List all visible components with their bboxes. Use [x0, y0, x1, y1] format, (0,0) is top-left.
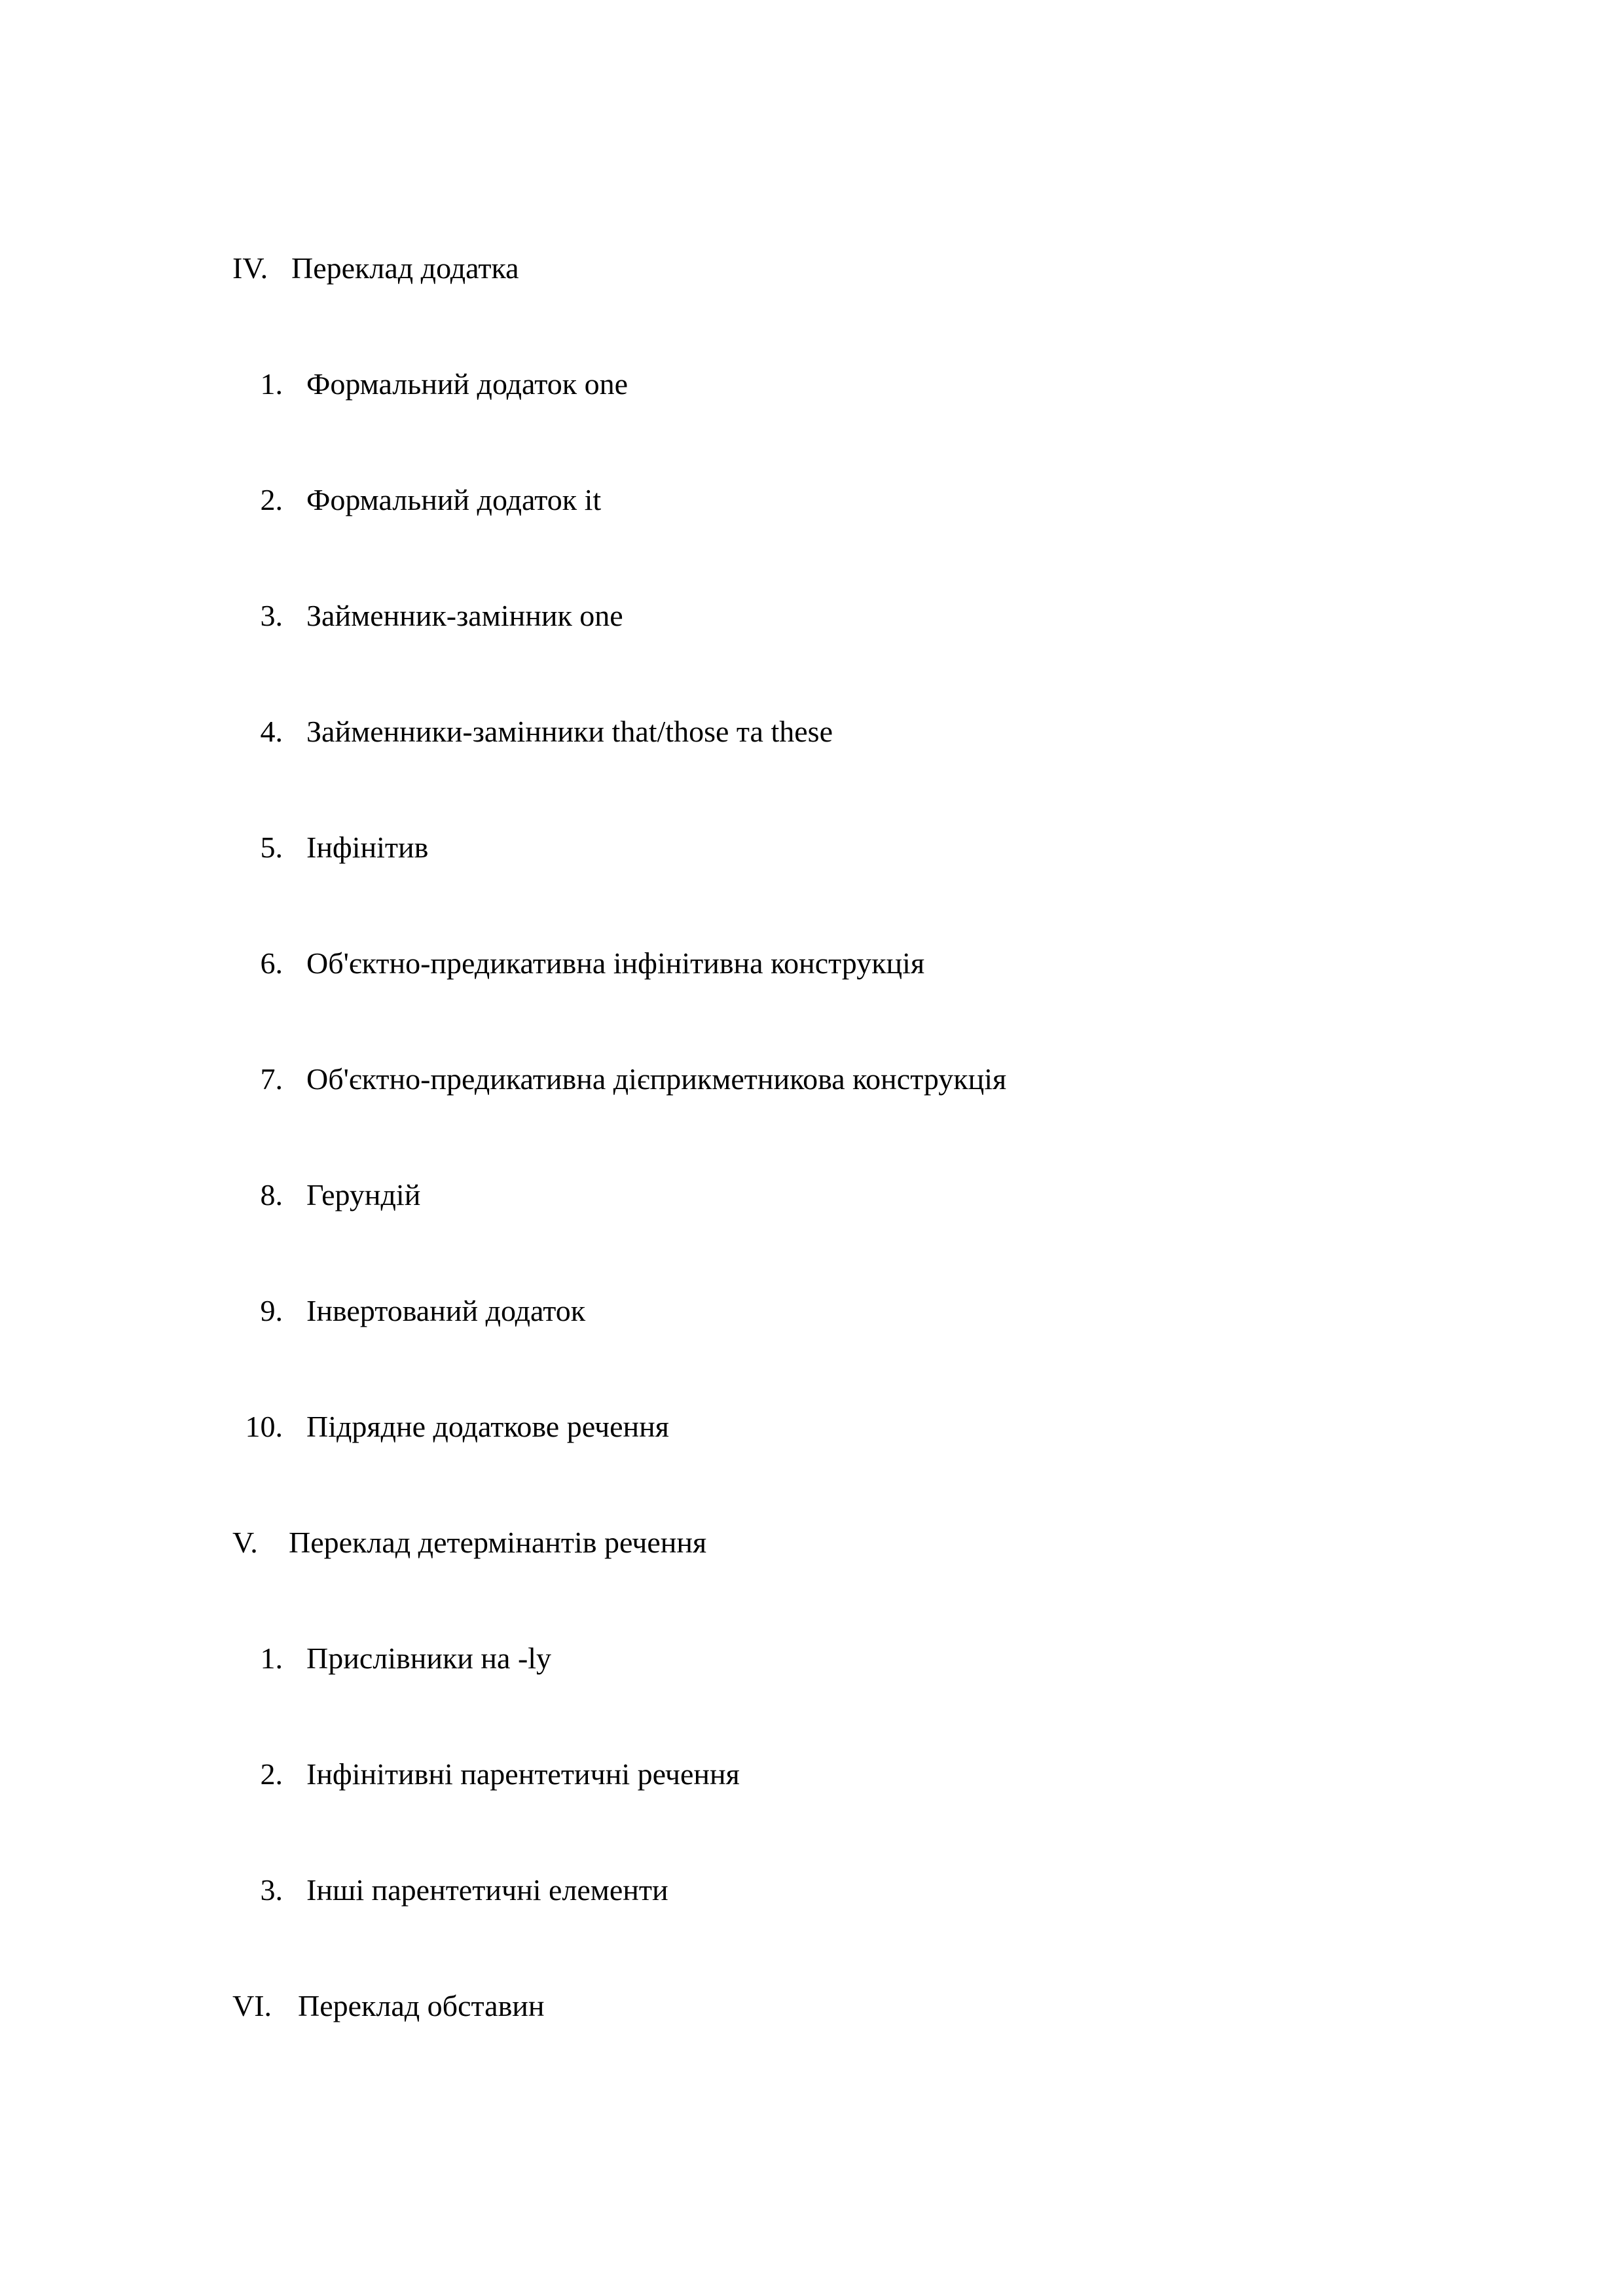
list-item-number: 3. — [260, 1873, 283, 1907]
section-heading-vi — [232, 1986, 545, 2026]
list-item-number: 2. — [260, 483, 283, 516]
list-item-number: 10. — [245, 1410, 283, 1443]
list-item-number: 4. — [260, 715, 283, 748]
section-numeral: IV. — [232, 251, 268, 285]
list-item-text: Формальний додаток it — [306, 483, 602, 516]
list-item-number: 6. — [260, 946, 283, 980]
list-item-text: Прислівники на -ly — [306, 1641, 552, 1675]
list-item-number: 7. — [260, 1062, 283, 1096]
section-title: Переклад додатка — [291, 251, 519, 285]
list-item-text: Інвертований додаток — [306, 1294, 586, 1327]
list-item-number: 9. — [260, 1294, 283, 1327]
list-item-text: Займенник-замінник one — [306, 599, 623, 632]
section-heading-v — [232, 1523, 707, 1562]
list-item-number: 8. — [260, 1178, 283, 1211]
list-item-text: Формальний додаток one — [306, 367, 629, 401]
list-item-text: Інфінітивні парентетичні речення — [306, 1757, 740, 1791]
section-numeral: V. — [232, 1526, 258, 1559]
list-item-text: Герундій — [306, 1178, 421, 1211]
list-item-number: 2. — [260, 1757, 283, 1791]
list-item-text: Об'єктно-предикативна інфінітивна конструкція — [306, 946, 925, 980]
list-item-text: Інфінітив — [306, 831, 429, 864]
list-item-number: 3. — [260, 599, 283, 632]
list-item-text: Об'єктно-предикативна дієприкметникова конструкція — [306, 1062, 1007, 1096]
section-numeral: VI. — [232, 1989, 272, 2022]
section-title: Переклад обставин — [298, 1989, 545, 2022]
list-item-number: 1. — [260, 367, 283, 401]
list-item-number: 1. — [260, 1641, 283, 1675]
list-item-number: 5. — [260, 831, 283, 864]
list-item-text: Підрядне додаткове речення — [306, 1410, 669, 1443]
section-heading-iv — [232, 249, 519, 288]
section-title: Переклад детермінантів речення — [289, 1526, 707, 1559]
list-item-text: Інші парентетичні елементи — [306, 1873, 668, 1907]
list-item-text: Займенники-замінники that/those та these — [306, 715, 833, 748]
